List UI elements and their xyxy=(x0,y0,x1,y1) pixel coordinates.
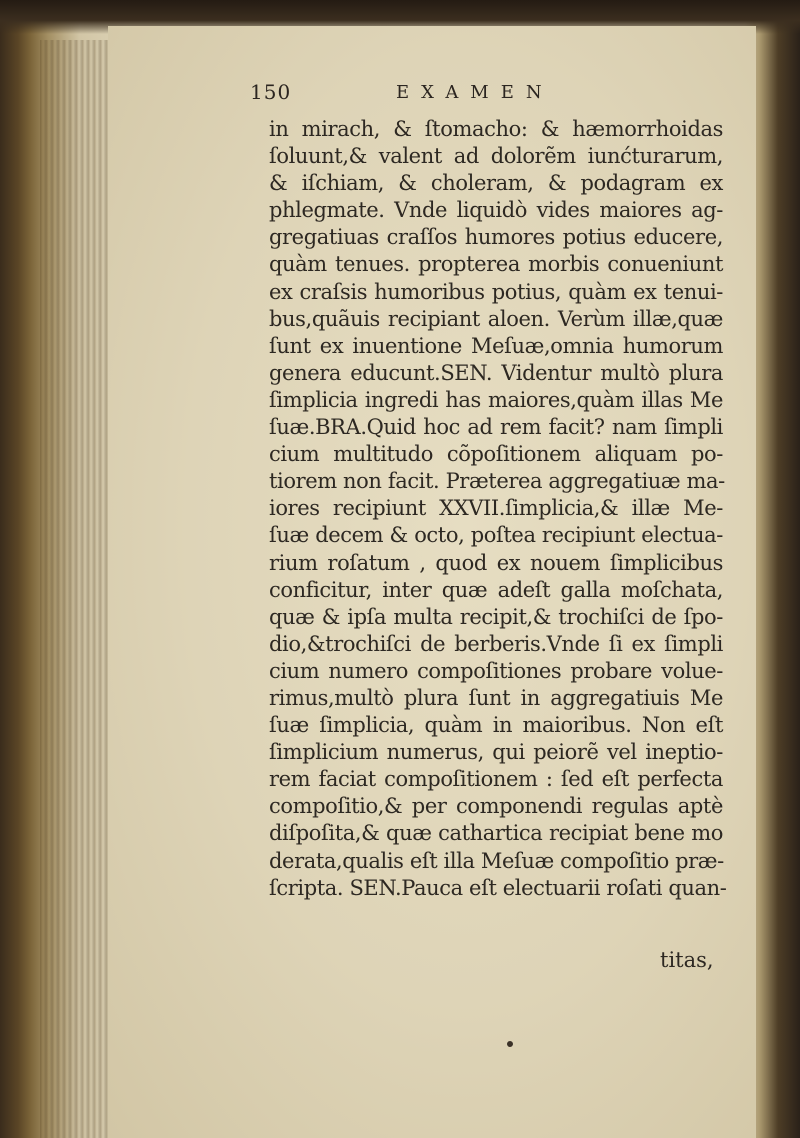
body-text xyxy=(269,116,727,902)
text-line: cium numero compoſitiones probare volue- xyxy=(269,658,723,683)
text-line: conficitur, inter quæ adeſt galla moſchata, xyxy=(269,577,723,602)
text-line: iores recipiunt XXVII.ſimplicia,& illæ Me- xyxy=(269,496,723,521)
running-head: EXAMEN xyxy=(396,82,554,103)
catchword: titas, xyxy=(660,948,714,972)
text-line: genera educunt.SEN. Videntur multò plura xyxy=(269,360,723,385)
text-line: quàm tenues. propterea morbis conueniunt xyxy=(269,252,723,277)
text-line: & iſchiam, & choleram, & podagram ex xyxy=(269,171,723,196)
text-line: cium multitudo cõpoſitionem aliquam po- xyxy=(269,442,723,467)
text-line: compoſitio,& per componendi regulas aptè xyxy=(269,794,723,819)
text-line: ſimplicium numerus, qui peiorẽ vel ineptio- xyxy=(269,740,723,765)
text-line: bus,quãuis recipiant aloen. Verùm illæ,quæ xyxy=(269,306,723,331)
text-line: ex craſsis humoribus potius, quàm ex tenui- xyxy=(269,279,723,304)
text-line: dio,&trochiſci de berberis.Vnde ſi ex ſimpli xyxy=(269,631,723,656)
text-line: quæ & ipſa multa recipit,& trochiſci de ſpo- xyxy=(269,604,723,629)
text-line: ſuæ ſimplicia, quàm in maioribus. Non eſt xyxy=(269,713,723,738)
text-line: ſoluunt,& valent ad dolorẽm iunćturarum, xyxy=(269,144,723,169)
ink-dot xyxy=(507,1041,513,1047)
text-line: tiorem non facit. Præterea aggregatiuæ ma- xyxy=(269,469,725,494)
text-line: derata,qualis eſt illa Meſuæ compoſitio præ- xyxy=(269,848,724,873)
text-line: phlegmate. Vnde liquidò vides maiores ag- xyxy=(269,198,723,223)
text-line: ſuæ decem & octo, poſtea recipiunt electua- xyxy=(269,523,723,548)
text-line: rimus,multò plura ſunt in aggregatiuis Me xyxy=(269,685,723,710)
page-number: 150 xyxy=(250,80,292,104)
text-line: ſuæ.BRA.Quid hoc ad rem facit? nam ſimpli xyxy=(269,415,723,440)
text-line: gregatiuas craſſos humores potius educere, xyxy=(269,225,723,250)
text-line: ſimplicia ingredi has maiores,quàm illas Me xyxy=(269,387,723,412)
text-line: ſunt ex inuentione Meſuæ,omnia humorum xyxy=(269,333,723,358)
text-line: in mirach, & ſtomacho: & hæmorrhoidas xyxy=(269,117,723,141)
text-line: diſpoſita,& quæ cathartica recipiat bene mo xyxy=(269,821,723,846)
text-line: rem faciat compoſitionem : ſed eſt perfecta xyxy=(269,767,723,792)
text-line: rium roſatum , quod ex nouem ſimplicibus xyxy=(269,550,723,575)
page-header xyxy=(0,80,800,106)
text-line: ſcripta. SEN.Pauca eſt electuarii roſati quan- xyxy=(269,875,727,900)
